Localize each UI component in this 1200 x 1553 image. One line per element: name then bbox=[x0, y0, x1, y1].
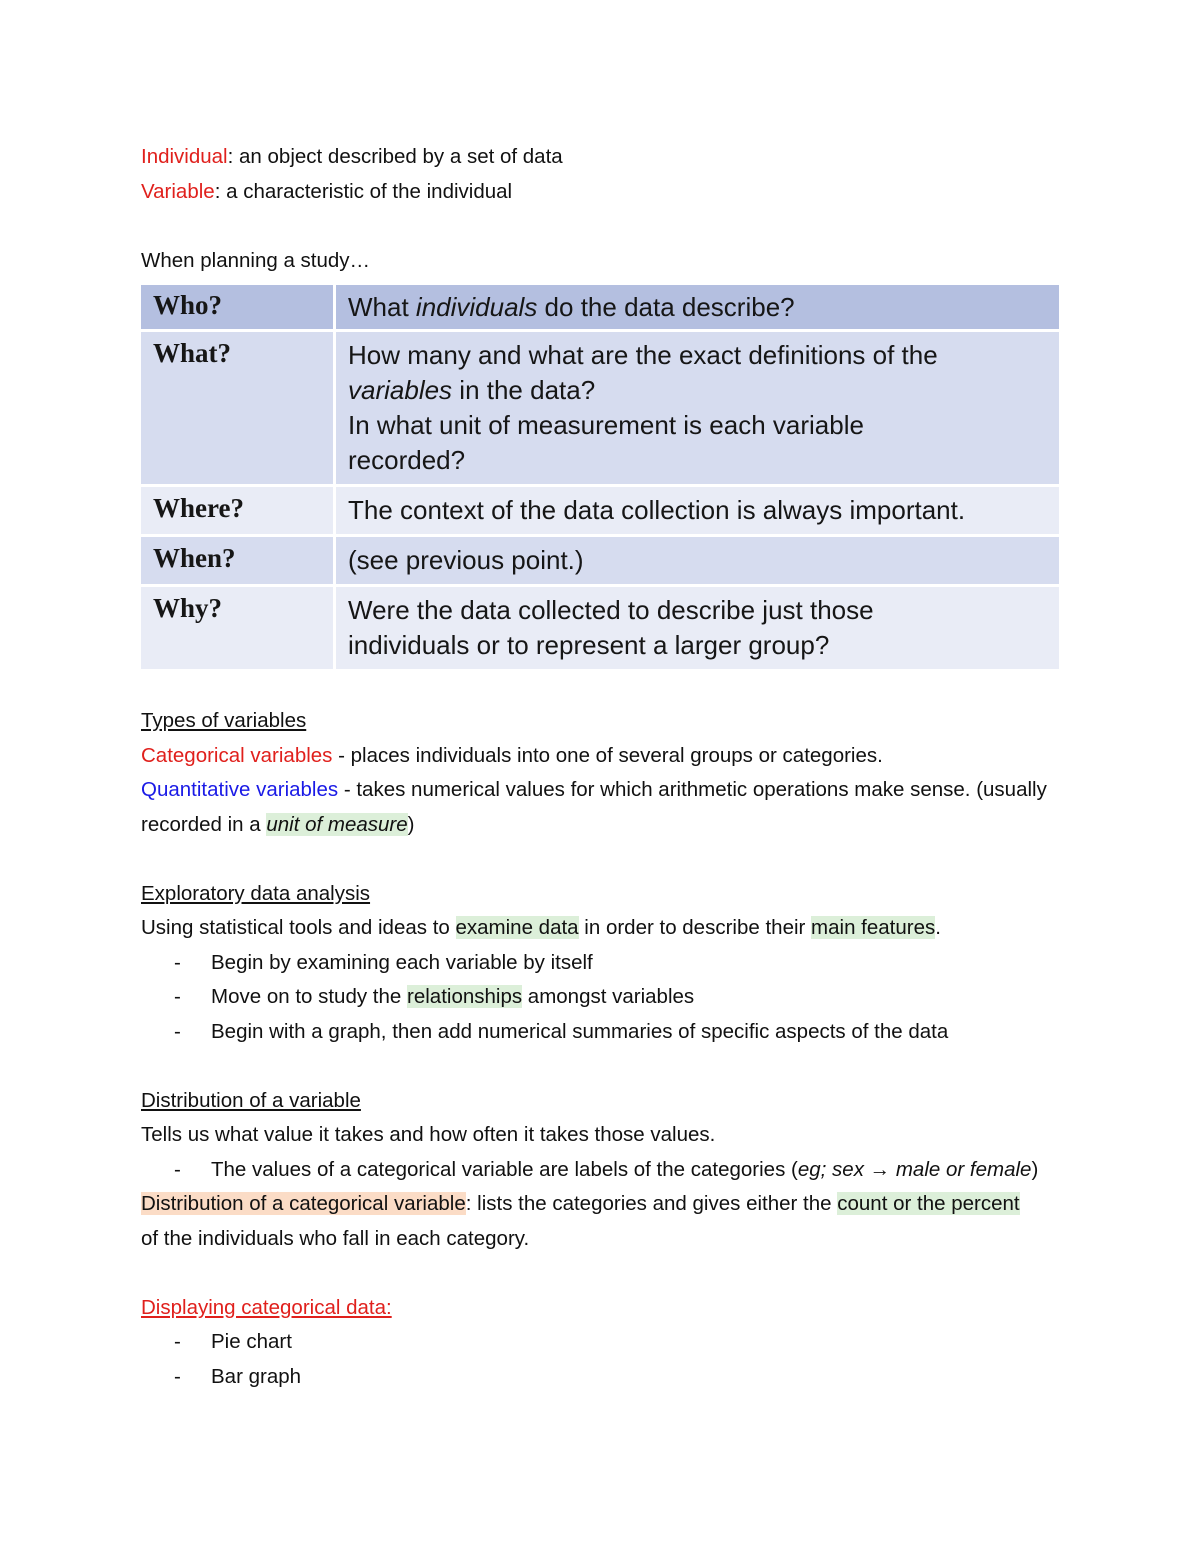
quantitative-definition: Quantitative variables - takes numerical values for which arithmetic operations make sense. (usually bbox=[141, 778, 1047, 801]
table-question: When? bbox=[141, 537, 336, 584]
eda-intro: Using statistical tools and ideas to examine data in order to describe their main features. bbox=[141, 916, 941, 939]
definition-individual: Individual: an object described by a set of data bbox=[141, 145, 563, 168]
table-question: Who? bbox=[141, 285, 336, 329]
table-answer: Were the data collected to describe just those individuals or to represent a larger group? bbox=[336, 587, 1059, 669]
document-body bbox=[141, 140, 1071, 1394]
highlight-examine-data: examine data bbox=[455, 916, 579, 939]
heading-exploratory-data-analysis: Exploratory data analysis bbox=[141, 881, 371, 905]
categorical-distribution-definition: Distribution of a categorical variable: lists the categories and gives either the count or the percent bbox=[141, 1192, 1020, 1215]
table-question: Where? bbox=[141, 487, 336, 534]
highlight-relationships: relationships bbox=[407, 985, 523, 1008]
table-answer: What individuals do the data describe? bbox=[336, 285, 1059, 329]
distribution-text: Tells us what value it takes and how often it takes those values. bbox=[141, 1123, 716, 1146]
categorical-definition: Categorical variables - places individuals into one of several groups or categories. bbox=[141, 743, 883, 767]
quantitative-definition-cont: recorded in a unit of measure) bbox=[141, 812, 415, 836]
table-row bbox=[141, 332, 1059, 484]
table-row bbox=[141, 587, 1059, 669]
term-categorical: Categorical variables bbox=[141, 743, 333, 767]
list-item: - Begin with a graph, then add numerical summaries of specific aspects of the data bbox=[174, 1019, 949, 1043]
heading-distribution-of-a-variable: Distribution of a variable bbox=[141, 1088, 361, 1112]
table-row bbox=[141, 487, 1059, 534]
highlight-main-features: main features bbox=[811, 916, 936, 939]
table-question: Why? bbox=[141, 587, 336, 669]
categorical-distribution-definition-cont: of the individuals who fall in each category. bbox=[141, 1226, 530, 1250]
list-item: - Begin by examining each variable by itself bbox=[174, 950, 593, 974]
highlight-unit-of-measure: unit of measure bbox=[266, 812, 408, 836]
list-item: - Bar graph bbox=[174, 1364, 302, 1388]
table-question: What? bbox=[141, 332, 336, 484]
table-row bbox=[141, 537, 1059, 584]
term-individual: Individual bbox=[141, 145, 228, 168]
planning-intro: When planning a study… bbox=[141, 248, 371, 272]
highlight-count-or-percent: count or the percent bbox=[837, 1192, 1020, 1215]
term-quantitative: Quantitative variables bbox=[141, 778, 339, 801]
list-item: - The values of a categorical variable are labels of the categories (eg; sex → male or female) bbox=[174, 1157, 1039, 1181]
table-answer: The context of the data collection is always important. bbox=[336, 487, 1059, 534]
table-answer: How many and what are the exact definitions of the variables in the data? In what unit of measurement is each variable recorded? bbox=[336, 332, 1059, 484]
table-answer: (see previous point.) bbox=[336, 537, 1059, 584]
table-row bbox=[141, 285, 1059, 329]
list-item: - Move on to study the relationships amongst variables bbox=[174, 985, 695, 1008]
definition-variable: Variable: a characteristic of the individual bbox=[141, 179, 513, 203]
highlight-categorical-distribution: Distribution of a categorical variable bbox=[141, 1192, 466, 1215]
heading-displaying-categorical-data: Displaying categorical data: bbox=[141, 1295, 392, 1319]
list-item: - Pie chart bbox=[174, 1330, 292, 1353]
study-planning-table bbox=[141, 282, 1059, 672]
term-variable: Variable bbox=[141, 179, 215, 203]
heading-types-of-variables: Types of variables bbox=[141, 709, 307, 732]
